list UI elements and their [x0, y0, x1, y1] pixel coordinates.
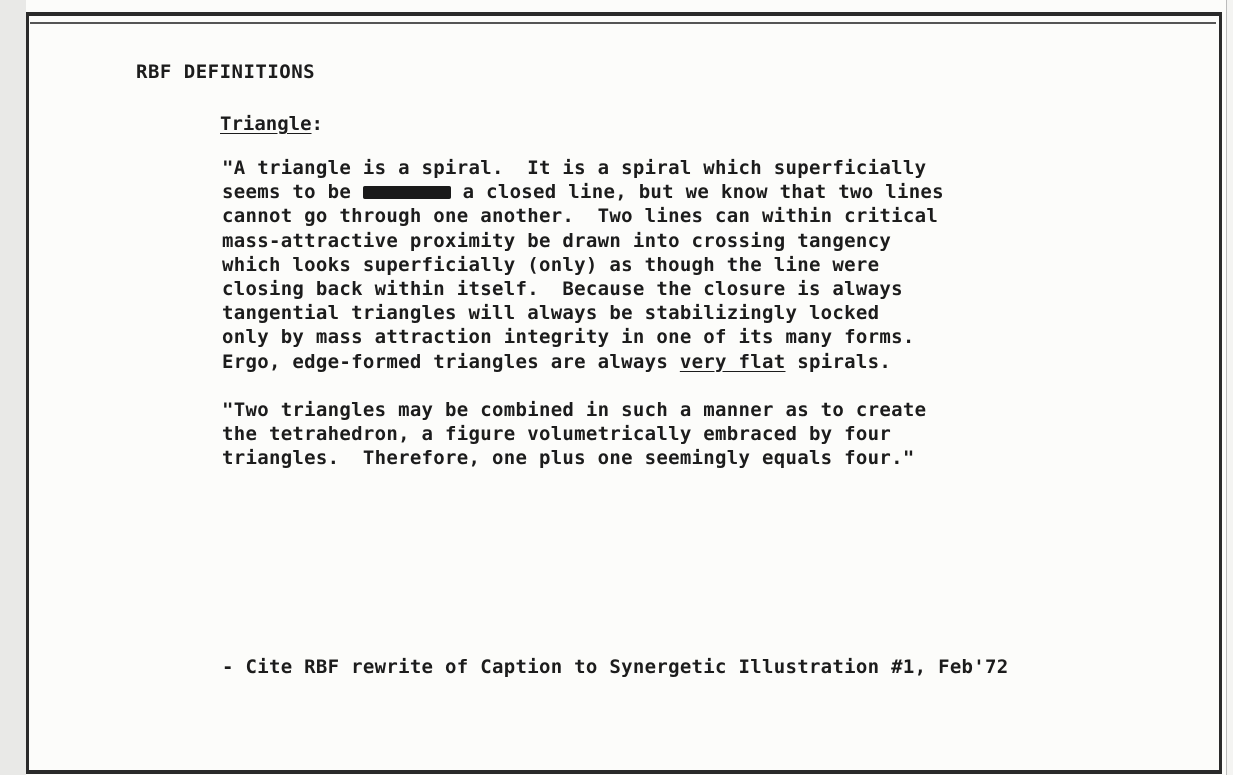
page-heading: RBF DEFINITIONS: [136, 61, 316, 83]
text-line: "Two triangles may be combined in such a manner as to create: [222, 399, 927, 421]
emphasis-text: very flat: [679, 350, 786, 373]
page-margin-strip: [0, 0, 26, 775]
text-line: the tetrahedron, a figure volumetrically embraced by four: [222, 423, 892, 446]
text-line: seems to be: [222, 181, 363, 204]
definition-paragraph-1: [222, 156, 944, 374]
citation: - Cite RBF rewrite of Caption to Synergetic Illustration #1, Feb'72: [222, 656, 1009, 678]
text-line: Ergo, edge-formed triangles are always: [222, 350, 680, 373]
text-line: mass-attractive proximity be drawn into crossing tangency: [222, 229, 892, 252]
text-line: closing back within itself. Because the closure is always: [222, 278, 903, 301]
term-label: Triangle: [220, 113, 312, 135]
text-line: "A triangle is a spiral. It is a spiral which superficially: [222, 157, 927, 179]
redaction-mark: [363, 186, 451, 199]
text-line: triangles. Therefore, one plus one seemingly equals four.": [222, 447, 915, 470]
text-line: spirals.: [785, 350, 892, 373]
text-line: which looks superficially (only) as though the line were: [222, 253, 880, 276]
page-right-edge: [1226, 0, 1233, 775]
text-line: cannot go through one another. Two lines can within critical: [222, 205, 939, 228]
definition-paragraph-2: [222, 398, 926, 471]
text-line: a closed line, but we know that two lines: [450, 181, 944, 204]
term-suffix: :: [311, 113, 323, 135]
term-title: [220, 113, 323, 135]
text-line: only by mass attraction integrity in one of its many forms.: [222, 326, 915, 349]
text-line: tangential triangles will always be stabilizingly locked: [222, 302, 880, 325]
top-rule: [30, 22, 1216, 24]
